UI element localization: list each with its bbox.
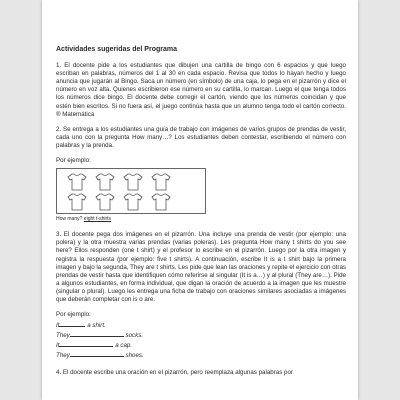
example-sentences — [56, 320, 346, 360]
example-sentence: It a shirt. — [56, 322, 106, 330]
t-shirt-icon — [122, 193, 144, 211]
example-label: Por ejemplo: — [56, 157, 91, 165]
caption-question: How many? — [56, 216, 83, 223]
activity-2: 2. Se entrega a los estudiantes una guía de trabajo con imágenes de varios grupos de prendas de vestir, cada uno con la pregunta How many…? Los estudiantes deben contestar, escribiendo el número con palabras y la prenda. — [56, 125, 346, 149]
t-shirt-icon — [66, 193, 88, 211]
example-sentence: They shoes. — [56, 352, 144, 360]
fill-blank — [59, 320, 85, 327]
fill-blank — [70, 350, 124, 357]
document-page — [42, 0, 358, 400]
example-sentence: They socks. — [56, 332, 144, 340]
activity-4: 4. El docente escribe una oración en el pizarrón, pero reemplaza algunas palabras por — [56, 368, 293, 376]
example-caption — [56, 215, 346, 223]
activity-1: 1. El docente pide a los estudiantes que dibujen una cartilla de bingo con 6 espacios y que luego escriban en palabras, números del 1 al 30 en cada espacio. Revisa que todos lo hayan hecho y luego anuncia que jugarán al Bingo. Saca un número (en símbolo) de una caja, lo pega en el pizarrón y dice el número en voz alta. Quienes escribieron ese número en su cartilla, lo marcan. Luego el que tenga todos los números dice bingo. El docente debe corregir el cartón, viendo que los números coincidan y que estén bien escritos. Si no fuera así, el juego continúa hasta que un alumno tenga todo el cartón correcto. ® Matemática — [56, 62, 346, 118]
caption-answer: eight t-shirts — [83, 216, 112, 223]
example2-label: Por ejemplo: — [56, 311, 91, 319]
document-content — [56, 46, 346, 384]
activity-3: 3. El docente pega dos imágenes en el pizarrón. Una incluye una prenda de vestir (por ejemplo: una polera) y la otra muestra varias prendas (varias poleras). Les pregunta How many t shirts do you see here? Ellos responden (one t shirt) y el profesor lo escribe en el pizarrón. Luego por la otra imagen y registra la respuesta (por ejemplo: five t shirts). A continuación, escribe It is a t shirt bajo la primera imagen y bajo la segunda, They are t shirts. Les pide que lean las oraciones y repite el ejercicio con otras prendas de vestir hasta que identifiquen cómo referirse al singular (It is a…) y al plural (They are…). Pide a algunos estudiantes, en forma individual, que digan la oración de acuerdo a la imagen que les muestre (singular o plural). Luego les entrega una ficha de trabajo con oraciones similares asociadas a imágenes que deberán completar con is o are. — [56, 231, 346, 303]
t-shirt-grid — [56, 168, 206, 214]
fill-blank — [70, 330, 124, 337]
section-title: Actividades sugeridas del Programa — [56, 46, 177, 53]
t-shirt-icon — [94, 193, 116, 211]
t-shirt-icon — [150, 193, 172, 211]
t-shirt-icon — [94, 173, 116, 191]
t-shirt-icon — [66, 173, 88, 191]
example-sentence: It a cap. — [56, 342, 133, 350]
t-shirt-icon — [122, 173, 144, 191]
fill-blank — [59, 340, 113, 347]
t-shirt-icon — [150, 173, 172, 191]
